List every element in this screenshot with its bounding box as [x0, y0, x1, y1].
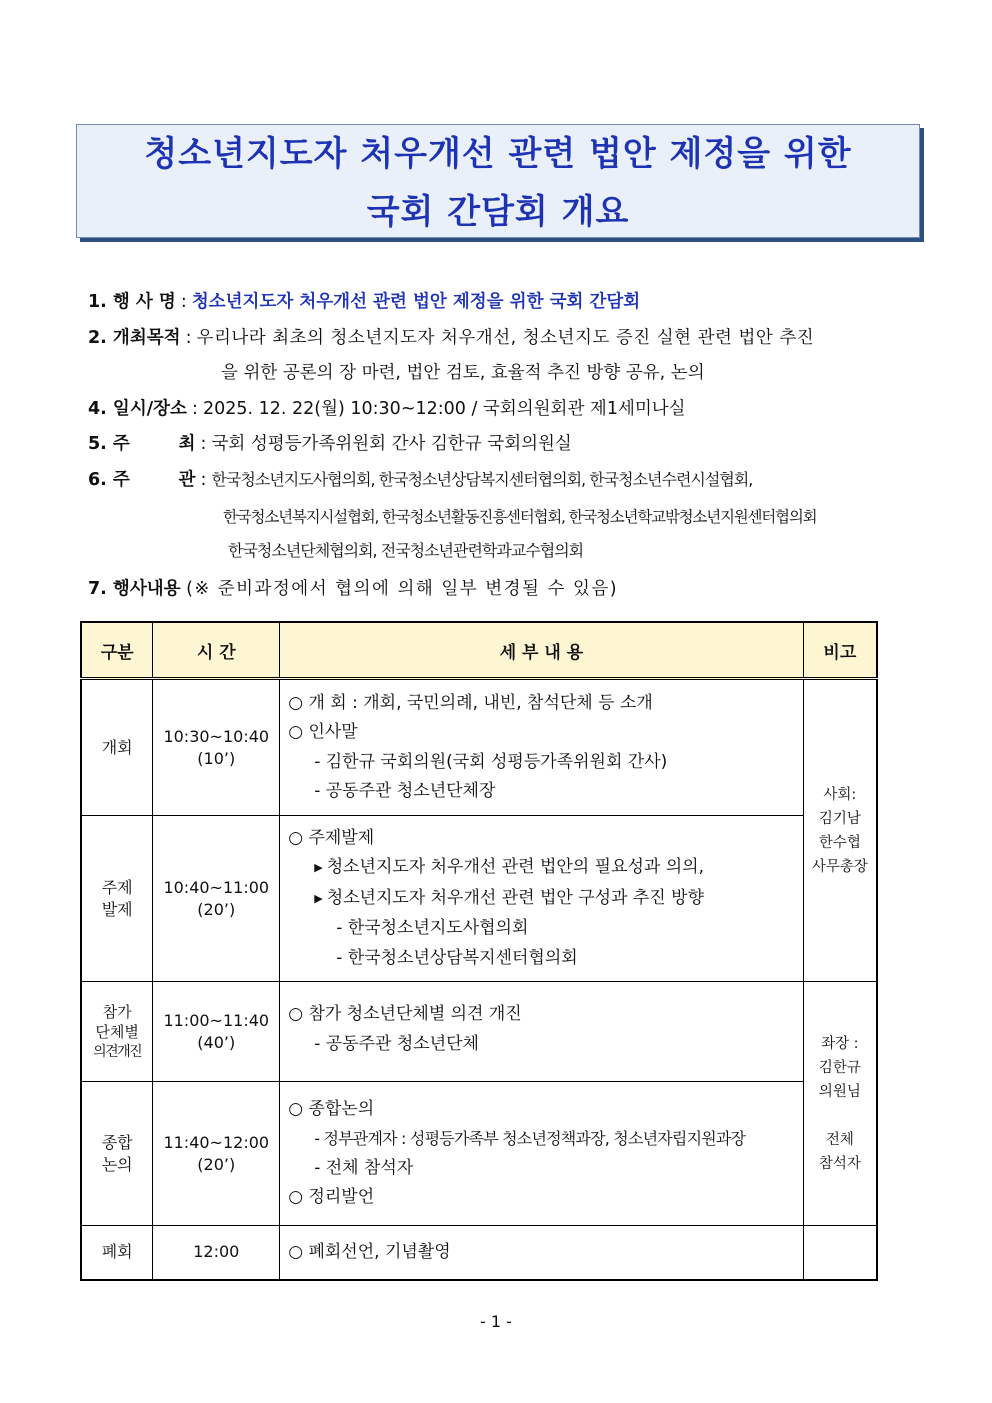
info-host: 5. 주 최 : 국회 성평등가족위원회 간사 김한규 국회의원실	[88, 434, 572, 454]
note-line: 사무총장	[811, 858, 868, 875]
row-time	[153, 982, 280, 1082]
info-purpose: 2. 개최목적 : 우리나라 최초의 청소년지도자 처우개선, 청소년지도 증진 실현 관련 법안 추진	[88, 328, 815, 348]
detail-line: ○ 주제발제	[288, 827, 375, 848]
row-details	[280, 1226, 803, 1280]
table-row	[81, 816, 877, 982]
row-details	[280, 816, 803, 982]
info-value: 2025. 12. 22(월) 10:30~12:00 / 국회의원회관 제1세미나실	[202, 399, 686, 419]
header-time: 시 간	[153, 622, 280, 679]
detail-line: - 정부관계자 : 성평등가족부 청소년정책과장, 청소년자립지원과장	[314, 1129, 746, 1148]
info-datetime: 4. 일시/장소 : 2025. 12. 22(월) 10:30~12:00 / 국회의원회관 제1세미나실	[88, 399, 686, 419]
row-time	[153, 679, 280, 816]
info-value: 국회 성평등가족위원회 간사 김한규 국회의원실	[211, 434, 572, 454]
note-line: 사회:	[823, 786, 857, 803]
time-range: 11:00~11:40	[163, 1010, 270, 1030]
table-header-row	[81, 622, 877, 679]
detail-line: ○ 참가 청소년단체별 의견 개진	[288, 1004, 522, 1024]
header-details: 세 부 내 용	[280, 622, 803, 679]
triangle-bullet-icon: ▶	[314, 861, 323, 875]
document-title-line1: 청소년지도자 처우개선 관련 법안 제정을 위한	[144, 134, 852, 174]
detail-line	[288, 853, 794, 884]
detail-line: ○ 정리발언	[288, 1187, 375, 1207]
category-line: 발제	[101, 899, 133, 919]
info-organizer: 6. 주 관 : 한국청소년지도사협의회, 한국청소년상담복지센터협의회, 한국청소년수련시설협회,	[88, 470, 753, 490]
row-category	[81, 982, 153, 1082]
row-category: 폐회	[81, 1226, 153, 1280]
detail-line: - 김한규 국회의원(국회 성평등가족위원회 간사)	[314, 751, 668, 772]
category-line: 주제	[101, 877, 133, 897]
category-line: 의견개진	[93, 1043, 142, 1060]
info-value: 한국청소년지도사협의회, 한국청소년상담복지센터협의회, 한국청소년수련시설협회,	[211, 470, 753, 489]
detail-text: 청소년지도자 처우개선 관련 법안 구성과 추진 방향	[326, 887, 704, 908]
table-row	[81, 982, 877, 1082]
row-note-chair	[803, 982, 877, 1226]
title-box	[76, 124, 920, 238]
note-line	[804, 1104, 876, 1128]
info-value: 우리나라 최초의 청소년지도자 처우개선, 청소년지도 증진 실현 관련 법안 추진	[196, 328, 815, 348]
row-note-empty	[803, 1226, 877, 1280]
info-key: 1. 행 사 명	[88, 292, 176, 312]
info-key: 7. 행사내용	[88, 579, 181, 599]
table-row	[81, 679, 877, 816]
time-duration: (40’)	[197, 1032, 236, 1052]
info-key: 2. 개최목적	[88, 328, 181, 348]
table-row	[81, 1082, 877, 1226]
info-key: 5. 주 최	[88, 434, 196, 454]
info-note: (※ 준비과정에서 협의에 의해 일부 변경될 수 있음)	[186, 579, 619, 599]
detail-line: ○ 개 회 : 개회, 국민의례, 내빈, 참석단체 등 소개	[288, 692, 653, 713]
detail-text: 청소년지도자 처우개선 관련 법안의 필요성과 의의,	[326, 857, 704, 878]
document-title-line2: 국회 간담회 개요	[366, 192, 630, 232]
note-line: 참석자	[818, 1155, 861, 1172]
note-line: 의원님	[818, 1083, 861, 1100]
note-line: 김기남	[818, 810, 861, 827]
info-key: 4. 일시/장소	[88, 399, 187, 419]
row-category: 개회	[81, 679, 153, 816]
note-line: 김한규	[818, 1059, 861, 1076]
info-purpose-cont: 을 위한 공론의 장 마련, 법안 검토, 효율적 추진 방향 공유, 논의	[221, 363, 705, 383]
detail-line: - 공동주관 청소년단체	[314, 1033, 479, 1054]
row-time	[153, 816, 280, 982]
note-line: 한수협	[818, 834, 861, 851]
detail-line: ○ 인사말	[288, 722, 358, 742]
detail-line: ○ 폐회선언, 기념촬영	[288, 1241, 451, 1262]
row-note-host	[803, 679, 877, 982]
row-time	[153, 1082, 280, 1226]
detail-line	[288, 884, 794, 915]
time-range: 11:40~12:00	[163, 1132, 270, 1152]
row-category	[81, 816, 153, 982]
detail-line: - 한국청소년상담복지센터협의회	[336, 947, 578, 968]
time-range: 10:30~10:40	[163, 726, 270, 746]
note-line: 좌장 :	[821, 1035, 859, 1052]
time-range: 10:40~11:00	[163, 877, 270, 897]
time-duration: (20’)	[197, 899, 236, 919]
category-line: 단체별	[95, 1022, 139, 1041]
note-line: 전체	[825, 1131, 854, 1148]
info-event-name: 1. 행 사 명 : 청소년지도자 처우개선 관련 법안 제정을 위한 국회 간담회	[88, 292, 641, 312]
table-row	[81, 1226, 877, 1280]
row-details	[280, 982, 803, 1082]
info-content	[88, 578, 618, 600]
category-line: 논의	[101, 1154, 133, 1174]
detail-line: - 전체 참석자	[314, 1157, 414, 1178]
detail-line: - 한국청소년지도사협의회	[336, 918, 529, 939]
triangle-bullet-icon: ▶	[314, 891, 323, 905]
header-category: 구분	[81, 622, 153, 679]
schedule-table	[80, 621, 878, 1281]
time-duration: (10’)	[197, 748, 236, 768]
page-number: - 1 -	[480, 1312, 512, 1331]
time-duration: (20’)	[197, 1154, 236, 1174]
info-key: 6. 주 관	[88, 470, 196, 490]
row-details	[280, 1082, 803, 1226]
info-value: 청소년지도자 처우개선 관련 법안 제정을 위한 국회 간담회	[191, 292, 641, 312]
row-details	[280, 679, 803, 816]
row-category	[81, 1082, 153, 1226]
detail-line: - 공동주관 청소년단체장	[314, 781, 496, 801]
header-note: 비고	[803, 622, 877, 679]
row-time: 12:00	[153, 1226, 280, 1280]
category-line: 종합	[101, 1132, 133, 1152]
info-organizer-cont2: 한국청소년단체협의회, 전국청소년관련학과교수협의회	[228, 541, 584, 560]
category-line: 참가	[102, 1002, 132, 1021]
detail-line: ○ 종합논의	[288, 1098, 375, 1119]
info-organizer-cont1: 한국청소년복지시설협회, 한국청소년활동진흥센터협회, 한국청소년학교밖청소년지원센터협의회	[223, 508, 817, 526]
